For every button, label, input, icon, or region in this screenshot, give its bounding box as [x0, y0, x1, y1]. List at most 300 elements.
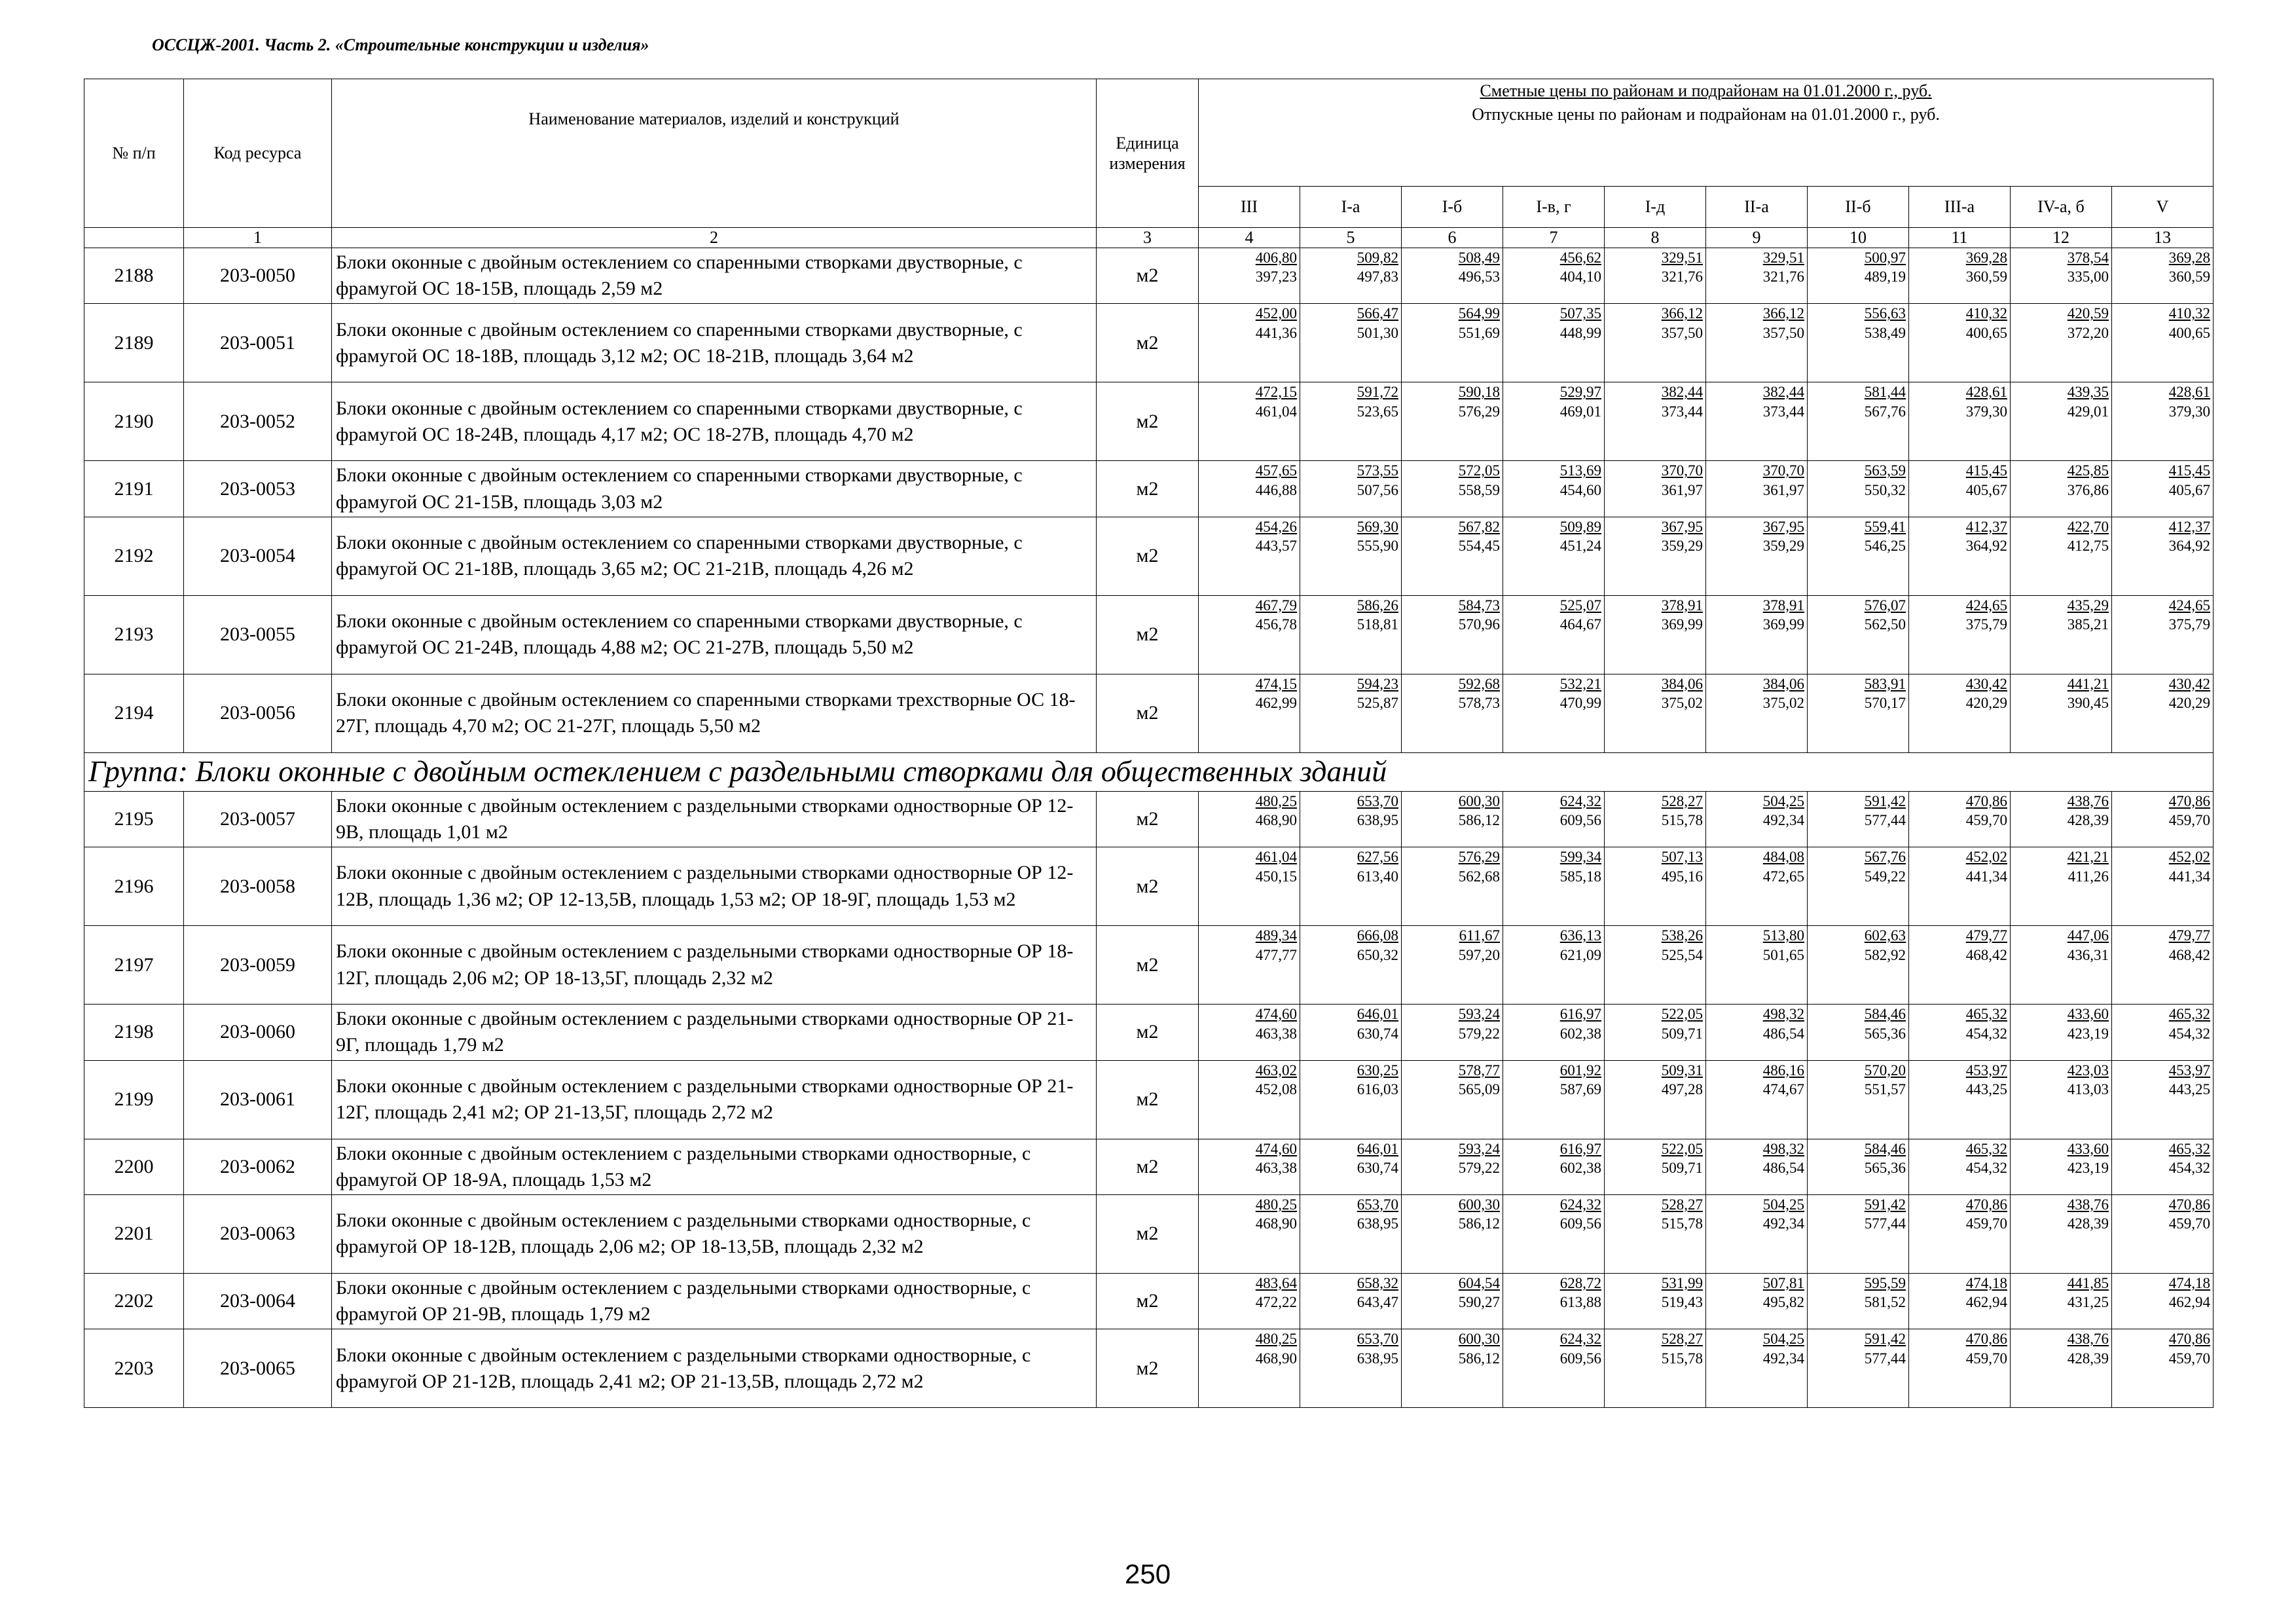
estimated-price: 566,47 — [1357, 305, 1398, 322]
estimated-price: 452,02 — [2168, 849, 2211, 866]
estimated-price: 474,18 — [2168, 1274, 2211, 1291]
price-cell — [1300, 1273, 1402, 1329]
price-cell — [1300, 595, 1402, 674]
column-number — [84, 228, 184, 248]
resource-code: 203-0051 — [184, 304, 332, 382]
release-price: 616,03 — [1357, 1080, 1398, 1098]
estimated-price: 559,41 — [1864, 518, 1906, 535]
item-name: Блоки оконные с двойным остеклением с раздельными створками одностворные ОР 21-9Г, площадь 1,79 м2 — [332, 1005, 1097, 1060]
price-cell — [1402, 1194, 1503, 1273]
release-price: 590,27 — [1458, 1294, 1500, 1311]
release-price: 549,22 — [1864, 868, 1906, 885]
row-number: 2192 — [84, 517, 184, 595]
estimated-price: 453,97 — [1965, 1061, 2007, 1079]
price-cell — [1503, 791, 1605, 847]
price-cell — [1909, 382, 2011, 461]
price-cell — [1808, 382, 1909, 461]
price-cell — [1503, 1139, 1605, 1194]
price-cell — [1808, 1273, 1909, 1329]
release-price: 554,45 — [1458, 538, 1500, 555]
release-price: 357,50 — [1762, 324, 1804, 341]
release-price: 372,20 — [2067, 324, 2109, 341]
item-name: Блоки оконные с двойным остеклением со спаренными створками двустворные, с фрамугой ОС 18-24В, площадь 4,17 м2; ОС 18-27В, площадь 4,70 м2 — [332, 382, 1097, 461]
price-cell — [1402, 248, 1503, 304]
price-cell — [1808, 1194, 1909, 1273]
price-cell — [1503, 1194, 1605, 1273]
release-price: 404,10 — [1559, 268, 1601, 286]
price-cell — [1808, 791, 1909, 847]
release-price: 462,99 — [1255, 695, 1297, 712]
estimated-price: 453,97 — [2168, 1061, 2211, 1079]
release-price: 464,67 — [1559, 616, 1601, 633]
price-cell — [2011, 926, 2112, 1005]
estimated-price: 472,15 — [1255, 384, 1297, 401]
price-cell — [1199, 595, 1300, 674]
estimated-price: 367,95 — [1762, 518, 1804, 535]
release-price: 359,29 — [1661, 538, 1703, 555]
unit-of-measure: м2 — [1097, 382, 1199, 461]
group-title: Группа: Блоки оконные с двойным остеклением с раздельными створками для общественных зданий — [84, 752, 2214, 791]
estimated-price: 479,77 — [1965, 927, 2007, 944]
release-price: 411,26 — [2068, 868, 2109, 885]
header-price-line2: Отпускные цены по районам и подрайонам на 01.01.2000 г., руб. — [1472, 105, 1940, 124]
price-cell — [2011, 847, 2112, 926]
estimated-price: 595,59 — [1864, 1274, 1906, 1291]
release-price: 385,21 — [2067, 616, 2109, 633]
release-price: 551,57 — [1864, 1080, 1906, 1098]
release-price: 546,25 — [1864, 538, 1906, 555]
price-cell — [2011, 1005, 2112, 1060]
table-row — [84, 248, 2214, 304]
estimated-price: 509,89 — [1559, 518, 1601, 535]
estimated-price: 658,32 — [1357, 1274, 1398, 1291]
estimated-price: 425,85 — [2067, 462, 2109, 479]
unit-of-measure: м2 — [1097, 304, 1199, 382]
release-price: 538,49 — [1864, 324, 1906, 341]
price-cell — [1909, 1005, 2011, 1060]
column-number-row — [84, 228, 2214, 248]
estimated-price: 602,63 — [1864, 927, 1906, 944]
estimated-price: 465,32 — [1965, 1006, 2007, 1023]
estimated-price: 591,42 — [1864, 1196, 1906, 1213]
unit-of-measure: м2 — [1097, 847, 1199, 926]
unit-of-measure: м2 — [1097, 791, 1199, 847]
estimated-price: 412,37 — [1965, 518, 2007, 535]
price-cell — [2112, 1329, 2214, 1408]
price-cell — [1300, 1060, 1402, 1139]
release-price: 562,68 — [1458, 868, 1500, 885]
release-price: 497,83 — [1357, 268, 1398, 286]
region-header: III-а — [1909, 187, 2011, 228]
estimated-price: 616,97 — [1559, 1140, 1601, 1157]
price-cell — [1402, 1329, 1503, 1408]
release-price: 630,74 — [1357, 1025, 1398, 1042]
column-number: 6 — [1402, 228, 1503, 248]
price-cell — [1706, 382, 1808, 461]
price-cell — [1199, 382, 1300, 461]
estimated-price: 433,60 — [2067, 1140, 2109, 1157]
release-price: 459,70 — [2168, 1350, 2211, 1367]
release-price: 369,99 — [1661, 616, 1703, 633]
estimated-price: 474,60 — [1255, 1140, 1297, 1157]
estimated-price: 329,51 — [1762, 249, 1804, 266]
column-number: 10 — [1808, 228, 1909, 248]
header-price-group — [1199, 79, 2214, 187]
estimated-price: 498,32 — [1762, 1006, 1804, 1023]
column-number: 5 — [1300, 228, 1402, 248]
estimated-price: 474,15 — [1255, 675, 1297, 692]
release-price: 468,90 — [1255, 1350, 1297, 1367]
release-price: 420,29 — [1965, 695, 2007, 712]
table-row — [84, 1060, 2214, 1139]
release-price: 375,02 — [1661, 695, 1703, 712]
estimated-price: 435,29 — [2067, 597, 2109, 614]
price-cell — [1300, 1139, 1402, 1194]
price-cell — [1808, 847, 1909, 926]
estimated-price: 591,72 — [1357, 384, 1398, 401]
estimated-price: 498,32 — [1762, 1140, 1804, 1157]
release-price: 405,67 — [1965, 481, 2007, 498]
release-price: 507,56 — [1357, 481, 1398, 498]
estimated-price: 594,23 — [1357, 675, 1398, 692]
region-header: IV-а, б — [2011, 187, 2112, 228]
price-cell — [1706, 461, 1808, 517]
estimated-price: 370,70 — [1661, 462, 1703, 479]
item-name: Блоки оконные с двойным остеклением с раздельными створками одностворные ОР 21-12Г, площадь 2,41 м2; ОР 21-13,5Г, площадь 2,72 м2 — [332, 1060, 1097, 1139]
estimated-price: 584,46 — [1864, 1140, 1906, 1157]
price-cell — [2011, 382, 2112, 461]
release-price: 361,97 — [1661, 481, 1703, 498]
item-name: Блоки оконные с двойным остеклением со спаренными створками двустворные, с фрамугой ОС 18-15В, площадь 2,59 м2 — [332, 248, 1097, 304]
item-name: Блоки оконные с двойным остеклением с раздельными створками одностворные, с фрамугой ОР 18-12В, площадь 2,06 м2; ОР 18-13,5В, площадь 2,32 м2 — [332, 1194, 1097, 1273]
release-price: 638,95 — [1357, 812, 1398, 829]
estimated-price: 470,86 — [1965, 1196, 2007, 1213]
release-price: 428,39 — [2067, 812, 2109, 829]
table-body-section-1 — [84, 248, 2214, 753]
price-cell — [1199, 1273, 1300, 1329]
estimated-price: 567,76 — [1864, 849, 1906, 866]
row-number: 2194 — [84, 674, 184, 752]
estimated-price: 433,60 — [2067, 1006, 2109, 1023]
release-price: 428,39 — [2067, 1350, 2109, 1367]
release-price: 523,65 — [1357, 403, 1398, 420]
estimated-price: 653,70 — [1357, 1331, 1398, 1348]
release-price: 613,40 — [1357, 868, 1398, 885]
price-cell — [1199, 926, 1300, 1005]
estimated-price: 369,28 — [1965, 249, 2007, 266]
price-cell — [1909, 1329, 2011, 1408]
estimated-price: 564,99 — [1458, 305, 1500, 322]
price-cell — [1605, 304, 1706, 382]
price-cell — [1605, 461, 1706, 517]
price-cell — [2112, 674, 2214, 752]
estimated-price: 366,12 — [1661, 305, 1703, 322]
estimated-price: 489,34 — [1255, 927, 1297, 944]
release-price: 515,78 — [1661, 1350, 1703, 1367]
price-cell — [2011, 1139, 2112, 1194]
row-number: 2201 — [84, 1194, 184, 1273]
item-name: Блоки оконные с двойным остеклением со спаренными створками двустворные, с фрамугой ОС 21-18В, площадь 3,65 м2; ОС 21-21В, площадь 4,26 м2 — [332, 517, 1097, 595]
release-price: 369,99 — [1762, 616, 1804, 633]
release-price: 570,17 — [1864, 695, 1906, 712]
release-price: 579,22 — [1458, 1025, 1500, 1042]
price-cell — [1909, 304, 2011, 382]
price-cell — [1503, 1005, 1605, 1060]
estimated-price: 483,64 — [1255, 1274, 1297, 1291]
table-body-section-2 — [84, 791, 2214, 1408]
release-price: 397,23 — [1255, 268, 1297, 286]
estimated-price: 369,28 — [2168, 249, 2211, 266]
price-cell — [2011, 461, 2112, 517]
release-price: 441,34 — [2168, 868, 2211, 885]
release-price: 525,87 — [1357, 695, 1398, 712]
resource-code: 203-0061 — [184, 1060, 332, 1139]
estimated-price: 507,81 — [1762, 1274, 1804, 1291]
release-price: 373,44 — [1661, 403, 1703, 420]
price-cell — [2011, 1329, 2112, 1408]
price-cell — [2112, 926, 2214, 1005]
table-row — [84, 1329, 2214, 1408]
price-cell — [1402, 791, 1503, 847]
price-cell — [1808, 304, 1909, 382]
price-cell — [1199, 461, 1300, 517]
release-price: 443,25 — [1965, 1080, 2007, 1098]
price-cell — [1199, 248, 1300, 304]
estimated-price: 627,56 — [1357, 849, 1398, 866]
price-cell — [2011, 1194, 2112, 1273]
release-price: 359,29 — [1762, 538, 1804, 555]
release-price: 586,12 — [1458, 1350, 1500, 1367]
estimated-price: 599,34 — [1559, 849, 1601, 866]
release-price: 496,53 — [1458, 268, 1500, 286]
estimated-price: 428,61 — [2168, 384, 2211, 401]
release-price: 459,70 — [1965, 812, 2007, 829]
release-price: 364,92 — [2168, 538, 2211, 555]
estimated-price: 421,21 — [2067, 849, 2109, 866]
document-title: ОССЦЖ-2001. Часть 2. «Строительные конструкции и изделия» — [152, 35, 649, 54]
estimated-price: 410,32 — [2168, 305, 2211, 322]
release-price: 454,60 — [1559, 481, 1601, 498]
estimated-price: 586,26 — [1357, 597, 1398, 614]
release-price: 515,78 — [1661, 812, 1703, 829]
estimated-price: 583,91 — [1864, 675, 1906, 692]
release-price: 501,65 — [1762, 946, 1804, 963]
release-price: 565,36 — [1864, 1025, 1906, 1042]
release-price: 525,54 — [1661, 946, 1703, 963]
price-cell — [1300, 304, 1402, 382]
release-price: 497,28 — [1661, 1080, 1703, 1098]
release-price: 501,30 — [1357, 324, 1398, 341]
unit-of-measure: м2 — [1097, 1194, 1199, 1273]
price-cell — [1808, 461, 1909, 517]
release-price: 509,71 — [1661, 1025, 1703, 1042]
estimated-price: 604,54 — [1458, 1274, 1500, 1291]
release-price: 609,56 — [1559, 812, 1601, 829]
release-price: 489,19 — [1864, 268, 1906, 286]
release-price: 364,92 — [1965, 538, 2007, 555]
row-number: 2202 — [84, 1273, 184, 1329]
release-price: 420,29 — [2168, 695, 2211, 712]
release-price: 448,99 — [1559, 324, 1601, 341]
release-price: 463,38 — [1255, 1025, 1297, 1042]
table-row — [84, 595, 2214, 674]
unit-of-measure: м2 — [1097, 1139, 1199, 1194]
release-price: 405,67 — [2168, 481, 2211, 498]
estimated-price: 578,77 — [1458, 1061, 1500, 1079]
price-cell — [1402, 1005, 1503, 1060]
resource-code: 203-0050 — [184, 248, 332, 304]
estimated-price: 646,01 — [1357, 1140, 1398, 1157]
price-cell — [1605, 1060, 1706, 1139]
estimated-price: 438,76 — [2067, 792, 2109, 809]
price-cell — [1402, 1273, 1503, 1329]
release-price: 565,36 — [1864, 1159, 1906, 1176]
release-price: 451,24 — [1559, 538, 1601, 555]
price-cell — [1808, 595, 1909, 674]
estimated-price: 531,99 — [1661, 1274, 1703, 1291]
price-cell — [1605, 1273, 1706, 1329]
price-cell — [1199, 517, 1300, 595]
estimated-price: 474,60 — [1255, 1006, 1297, 1023]
estimated-price: 378,91 — [1762, 597, 1804, 614]
release-price: 454,32 — [1965, 1025, 2007, 1042]
region-header: II-а — [1706, 187, 1808, 228]
release-price: 582,92 — [1864, 946, 1906, 963]
release-price: 609,56 — [1559, 1215, 1601, 1232]
release-price: 459,70 — [1965, 1350, 2007, 1367]
price-cell — [1706, 674, 1808, 752]
release-price: 360,59 — [2168, 268, 2211, 286]
price-cell — [2011, 1060, 2112, 1139]
price-cell — [1605, 595, 1706, 674]
unit-of-measure: м2 — [1097, 517, 1199, 595]
release-price: 361,97 — [1762, 481, 1804, 498]
release-price: 509,71 — [1661, 1159, 1703, 1176]
price-cell — [1503, 1273, 1605, 1329]
row-number: 2199 — [84, 1060, 184, 1139]
estimated-price: 593,24 — [1458, 1006, 1500, 1023]
row-number: 2188 — [84, 248, 184, 304]
release-price: 597,20 — [1458, 946, 1500, 963]
estimated-price: 591,42 — [1864, 1331, 1906, 1348]
release-price: 470,99 — [1559, 695, 1601, 712]
table-row — [84, 517, 2214, 595]
estimated-price: 470,86 — [2168, 792, 2211, 809]
release-price: 570,96 — [1458, 616, 1500, 633]
release-price: 459,70 — [2168, 812, 2211, 829]
release-price: 375,79 — [1965, 616, 2007, 633]
price-cell — [2112, 847, 2214, 926]
release-price: 400,65 — [1965, 324, 2007, 341]
header-name: Наименование материалов, изделий и конструкций — [332, 79, 1097, 228]
price-cell — [1909, 847, 2011, 926]
price-cell — [2112, 1005, 2214, 1060]
release-price: 609,56 — [1559, 1350, 1601, 1367]
estimated-price: 424,65 — [1965, 597, 2007, 614]
release-price: 486,54 — [1762, 1025, 1804, 1042]
price-cell — [1706, 926, 1808, 1005]
item-name: Блоки оконные с двойным остеклением со спаренными створками двустворные, с фрамугой ОС 21-15В, площадь 3,03 м2 — [332, 461, 1097, 517]
estimated-price: 504,25 — [1762, 792, 1804, 809]
estimated-price: 378,91 — [1661, 597, 1703, 614]
table-row — [84, 1194, 2214, 1273]
price-cell — [1300, 847, 1402, 926]
estimated-price: 538,26 — [1661, 927, 1703, 944]
row-number: 2195 — [84, 791, 184, 847]
release-price: 468,42 — [1965, 946, 2007, 963]
region-header: II-б — [1808, 187, 1909, 228]
estimated-price: 452,02 — [1965, 849, 2007, 866]
column-number: 12 — [2011, 228, 2112, 248]
estimated-price: 420,59 — [2067, 305, 2109, 322]
release-price: 468,90 — [1255, 812, 1297, 829]
unit-of-measure: м2 — [1097, 1273, 1199, 1329]
estimated-price: 470,86 — [2168, 1331, 2211, 1348]
price-cell — [1909, 926, 2011, 1005]
release-price: 443,25 — [2168, 1080, 2211, 1098]
price-cell — [1605, 674, 1706, 752]
region-header: III — [1199, 187, 1300, 228]
price-cell — [1706, 1194, 1808, 1273]
header-code: Код ресурса — [184, 79, 332, 228]
release-price: 459,70 — [2168, 1215, 2211, 1232]
estimated-price: 616,97 — [1559, 1006, 1601, 1023]
release-price: 468,90 — [1255, 1215, 1297, 1232]
release-price: 477,77 — [1255, 946, 1297, 963]
release-price: 360,59 — [1965, 268, 2007, 286]
estimated-price: 438,76 — [2067, 1331, 2109, 1348]
estimated-price: 406,80 — [1255, 249, 1297, 266]
price-cell — [1300, 248, 1402, 304]
price-cell — [1706, 791, 1808, 847]
release-price: 423,19 — [2067, 1025, 2109, 1042]
release-price: 357,50 — [1661, 324, 1703, 341]
estimated-price: 410,32 — [1965, 305, 2007, 322]
estimated-price: 591,42 — [1864, 792, 1906, 809]
estimated-price: 556,63 — [1864, 305, 1906, 322]
estimated-price: 430,42 — [1965, 675, 2007, 692]
estimated-price: 454,26 — [1255, 518, 1297, 535]
estimated-price: 378,54 — [2067, 249, 2109, 266]
row-number: 2200 — [84, 1139, 184, 1194]
estimated-price: 507,13 — [1661, 849, 1703, 866]
price-cell — [1300, 1005, 1402, 1060]
estimated-price: 570,20 — [1864, 1061, 1906, 1079]
release-price: 585,18 — [1559, 868, 1601, 885]
resource-code: 203-0058 — [184, 847, 332, 926]
unit-of-measure: м2 — [1097, 461, 1199, 517]
price-cell — [1300, 674, 1402, 752]
price-cell — [1706, 847, 1808, 926]
estimated-price: 467,79 — [1255, 597, 1297, 614]
estimated-price: 486,16 — [1762, 1061, 1804, 1079]
price-cell — [2112, 461, 2214, 517]
price-cell — [1706, 517, 1808, 595]
page-number: 250 — [1125, 1559, 1171, 1589]
release-price: 375,79 — [2168, 616, 2211, 633]
estimated-price: 507,35 — [1559, 305, 1601, 322]
price-cell — [1402, 517, 1503, 595]
price-cell — [2112, 517, 2214, 595]
price-cell — [1402, 847, 1503, 926]
row-number: 2197 — [84, 926, 184, 1005]
table-row — [84, 674, 2214, 752]
estimated-price: 382,44 — [1762, 384, 1804, 401]
unit-of-measure: м2 — [1097, 1060, 1199, 1139]
estimated-price: 441,21 — [2067, 675, 2109, 692]
header-unit: Единица измерения — [1097, 79, 1199, 228]
estimated-price: 513,80 — [1762, 927, 1804, 944]
